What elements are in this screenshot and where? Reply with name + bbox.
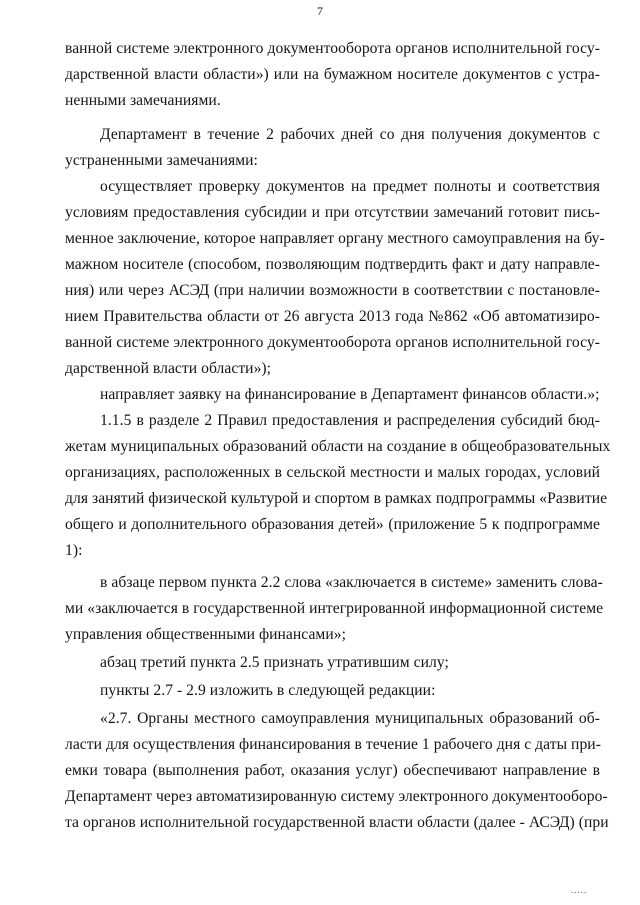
text-line: пункты 2.7 - 2.9 изложить в следующей редакции: <box>100 682 436 699</box>
text-line: общего и дополнительного образования детей» (приложение 5 к подпрограмме <box>65 516 600 533</box>
text-line: устраненными замечаниями: <box>65 152 258 169</box>
text-line: для занятий физической культурой и спортом в рамках подпрограммы «Развитие <box>65 490 608 507</box>
text-line: та органов исполнительной государственной власти области (далее - АСЭД) (при <box>65 814 609 831</box>
text-line: направляет заявку на финансирование в Департамент финансов области.»; <box>100 386 600 403</box>
text-line: ванной системе электронного документооборота органов исполнительной госу- <box>65 334 600 351</box>
text-line: в абзаце первом пункта 2.2 слова «заключается в системе» заменить слова- <box>100 574 603 591</box>
text-line: дарственной власти области»); <box>65 360 272 377</box>
text-line: организациях, расположенных в сельской местности и малых городах, условий <box>65 464 600 481</box>
text-line: абзац третий пункта 2.5 признать утратившим силу; <box>100 654 449 671</box>
text-line: ми «заключается в государственной интегрированной информационной системе <box>65 600 604 617</box>
text-line: ванной системе электронного документооборота органов исполнительной госу- <box>65 40 600 57</box>
text-line: дарственной власти области») или на бумажном носителе документов с устра- <box>65 66 600 83</box>
text-line: условиям предоставления субсидии и при отсутствии замечаний готовит пись- <box>65 204 600 221</box>
text-line: «2.7. Органы местного самоуправления муниципальных образований об- <box>100 710 600 727</box>
page-number: 7 <box>317 4 323 18</box>
page-footer-mark: ..... <box>571 885 588 895</box>
text-line: ния) или через АСЭД (при наличии возможности в соответствии с постановле- <box>65 282 600 299</box>
text-line: осуществляет проверку документов на предмет полноты и соответствия <box>100 178 600 195</box>
text-line: 1): <box>65 542 83 559</box>
text-line: нием Правительства области от 26 августа 2013 года №862 «Об автоматизиро- <box>65 308 600 325</box>
text-line: Департамент через автоматизированную систему электронного документооборо- <box>65 788 608 805</box>
text-line: мажном носителе (способом, позволяющим подтвердить факт и дату направле- <box>65 256 600 273</box>
text-line: 1.1.5 в разделе 2 Правил предоставления и распределения субсидий бюд- <box>100 412 600 429</box>
text-line: ласти для осуществления финансирования в течение 1 рабочего дня с даты при- <box>65 736 601 753</box>
text-line: емки товара (выполнения работ, оказания услуг) обеспечивают направление в <box>65 762 600 779</box>
text-line: управления общественными финансами»; <box>65 626 346 643</box>
text-line: жетам муниципальных образований области на создание в общеобразовательных <box>65 438 611 455</box>
text-line: Департамент в течение 2 рабочих дней со дня получения документов с <box>100 126 600 143</box>
text-line: ненными замечаниями. <box>65 92 221 109</box>
text-line: менное заключение, которое направляет органу местного самоуправления на бу- <box>65 230 605 247</box>
